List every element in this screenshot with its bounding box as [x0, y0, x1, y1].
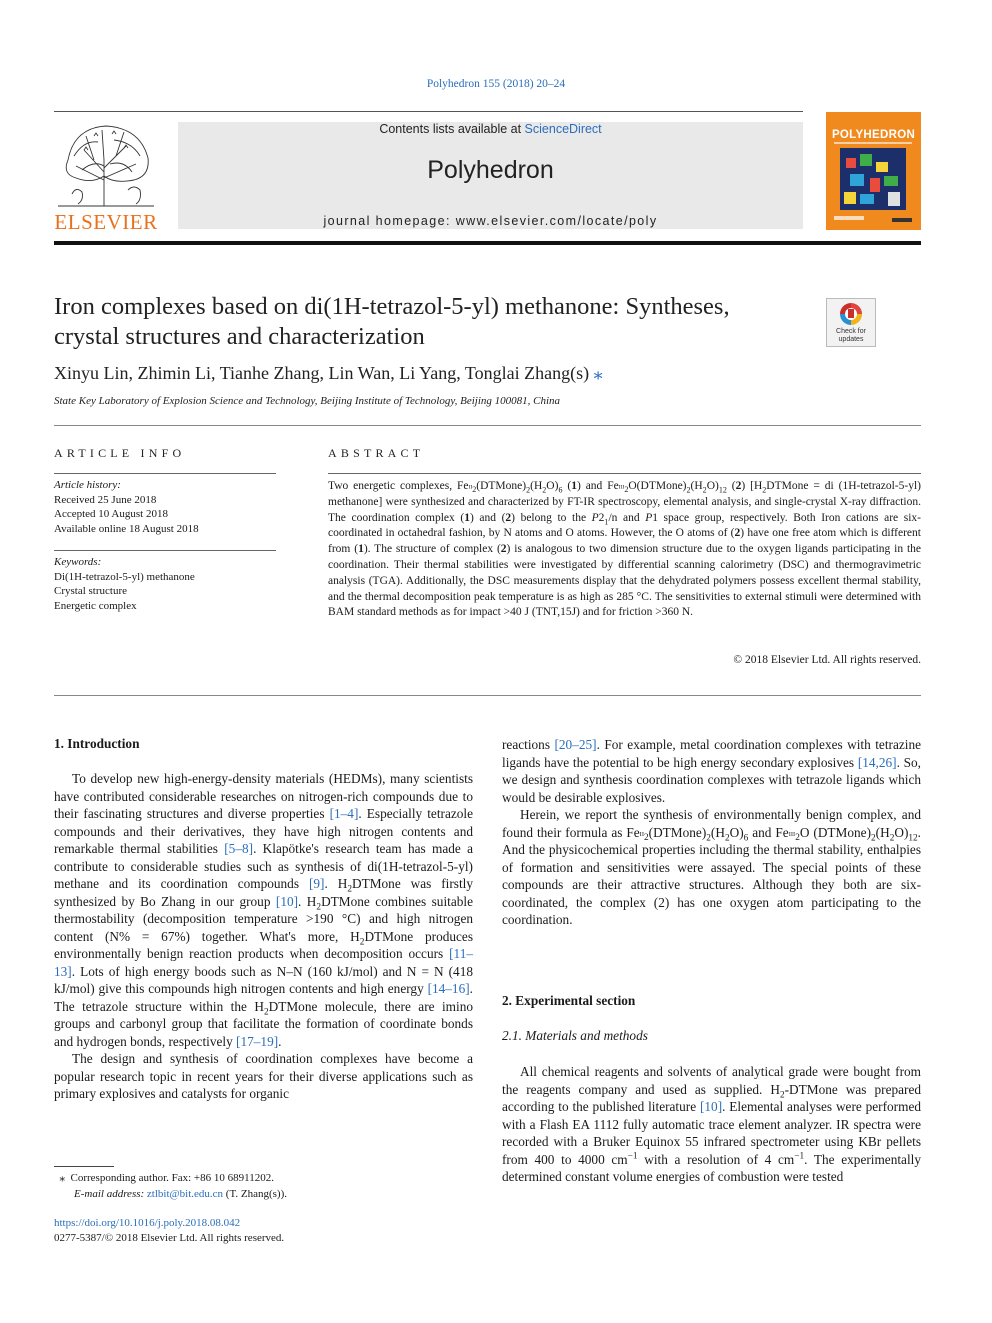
header-rule [54, 111, 803, 112]
author-list: Xinyu Lin, Zhimin Li, Tianhe Zhang, Lin Wan, Li Yang, Tonglai Zhang(s) ⁎ [54, 363, 603, 383]
experimental-heading: 2. Experimental section [502, 993, 636, 1008]
received-date: Received 25 June 2018 [54, 493, 157, 506]
issn-copyright: 0277-5387/© 2018 Elsevier Ltd. All rights reserved. [54, 1232, 285, 1244]
journal-citation[interactable]: Polyhedron 155 (2018) 20–24 [426, 78, 566, 90]
cover-artwork-icon [826, 112, 921, 230]
email-link[interactable]: ztlbit@bit.edu.cn [146, 1187, 224, 1200]
sciencedirect-link[interactable]: ScienceDirect [524, 122, 602, 136]
cover-title: POLYHEDRON [831, 129, 916, 141]
footnote-rule [54, 1166, 114, 1167]
abstract-rule [328, 473, 921, 474]
contents-line: Contents lists available at ScienceDirect [379, 122, 602, 136]
keywords-label: Keywords: [54, 556, 102, 568]
corresponding-author-mark[interactable]: ⁎ [593, 363, 603, 383]
keyword-item: Energetic complex [54, 599, 137, 612]
citation-link[interactable]: [14,26] [857, 754, 897, 770]
elsevier-wordmark: ELSEVIER [54, 210, 158, 234]
citation-link[interactable]: [14–16] [427, 981, 470, 996]
journal-masthead [178, 122, 803, 229]
check-updates-label: Check for updates [836, 328, 866, 343]
intro-paragraph-1: To develop new high-energy-density materials (HEDMs), many scientists have contributed considerable researches on nitrogen-rich compounds due to their fascinating structures and diverse properties [1–4]. Especially tetrazole compounds and their derivatives, they have high nitrogen contents and remarkable thermal stabilities [5–8]. Klapötke's research team has made a contribute to considerable studies such as synthesis of di(1H-tetrazol-5-yl) methane and its coordination compounds [9]. $H_2DTMone$ was firstly synthesized by Bo Zhang in our group [10]. $H_2DTMone$ combines suitable thermostability (decomposition temperature >190 °C) and high nitrogen content (N% = 67%) together. What's more, $H_2DTMone$ produces environmentally benign reaction products when decomposition occurs [11–13]. Lots of high energy boods such as N–N (160 kJ/mol) and N = N (418 kJ/mol) give this compounds high nitrogen contents and high energy [14–16]. The tetrazole structure within the $H_2DTMone$ molecule, there are imino groups and carbonyl group that facilitate the formation of coordinate bonds and hydrogen bonds, respectively [17–19]. [54, 771, 474, 1049]
citation-link[interactable]: [11–13] [54, 946, 473, 979]
header-thick-rule [54, 241, 921, 245]
affiliation: State Key Laboratory of Explosion Science and Technology, Beijing Institute of Technology, Beijing 100081, China [54, 395, 561, 407]
citation-link[interactable]: [5–8] [224, 841, 254, 856]
introduction-heading: 1. Introduction [54, 736, 140, 751]
citation-link[interactable]: [17–19] [236, 1033, 279, 1049]
body-right-column [502, 736, 921, 929]
homepage-link[interactable]: www.elsevier.com/locate/poly [455, 214, 658, 228]
keyword-item: Crystal structure [54, 585, 128, 598]
journal-homepage: journal homepage: www.elsevier.com/locate/poly [323, 214, 658, 228]
online-date: Available online 18 August 2018 [54, 522, 199, 535]
citation-link[interactable]: [10] [275, 893, 299, 909]
article-info-rule [54, 473, 276, 474]
corresponding-author-note: ⁎ Corresponding author. Fax: +86 10 68911202. [59, 1172, 274, 1184]
article-history [54, 478, 276, 536]
keyword-item: Di(1H-tetrazol-5-yl) methanone [54, 570, 195, 583]
article-info-heading: ARTICLE INFO [54, 446, 186, 460]
section-rule [54, 425, 921, 426]
citation-link[interactable]: [1–4] [329, 806, 359, 821]
abstract-heading: ABSTRACT [328, 446, 425, 460]
elsevier-tree-icon [54, 120, 158, 208]
citation-link[interactable]: [9] [308, 876, 325, 891]
citation-link[interactable]: [10] [699, 1099, 723, 1114]
section-rule [54, 695, 921, 696]
intro-paragraph-2: The design and synthesis of coordination complexes have become a popular research topic in recent years for their diverse applications such as primary explosives and catalysts for organic [54, 1051, 473, 1101]
doi-link[interactable]: https://doi.org/10.1016/j.poly.2018.08.042 [54, 1217, 241, 1229]
abstract-text: Two energetic complexes, $Fe_{^{II}2}(DTMone)_2(H_2O)_6$ (1) and $Fe_{^{III}2}O(DTMone)_2(H_2O)_{12}$ (2) [$H_2DTMone$ = di (1H-tetrazol-5-yl) methanone] were synthesized and characterized by FT-IR spectroscopy, elemental analysis, and single-crystal X-ray diffraction. The coordination complex (1) and (2) belong to the $P2_1/n$ and P1 space group, respectively. Both Iron cations are six-coordinated in octahedral fashion, by N atoms and O atoms. However, the O atoms of (2) have one free atom which is different from (1). The structure of complex (2) is analogous to two dimension structure due to the oxygen ligands participating in the coordination. Their thermal stabilities were investigated by differential scanning calorimetry (DSC) and thermogravimetric analysis (TGA). Additionally, the DSC measurements display that the dehydrated polymers possess excellent thermal stability, and the thermal decomposition peak temperature is as high as 285 °C. The sensitivities to external stimuli were determined with BAM standard methods as for impact >40 J (TNT,15J) and for friction >360 N. [328, 480, 921, 619]
history-label: Article history: [54, 479, 121, 491]
materials-methods-text [502, 1063, 921, 1186]
body-left-column [54, 770, 473, 1103]
journal-name: Polyhedron [427, 156, 554, 184]
abstract-copyright: © 2018 Elsevier Ltd. All rights reserved. [733, 654, 921, 666]
intro-paragraph-3: Herein, we report the synthesis of environmentally benign complex, and found their formula as $Fe_{^{II}2}(DTMone)_2(H_2O)_6$ and $Fe_{^{III}2}O$ $(DTMone)_2(H_2O)_{12}$. And the physicochemical properties including the thermal stability, enthalpies of formation and sensitivities were assayed. The special points of these compounds are their attractive structures. Although they both are six-coordinated, the complex (2) has one oxygen atom participating to the coordination. [502, 807, 921, 927]
check-updates-icon [827, 299, 875, 329]
article-title: Iron complexes based on di(1H-tetrazol-5-yl) methanone: Syntheses, crystal structures and characterization [54, 293, 730, 350]
journal-cover[interactable] [826, 112, 921, 230]
check-for-updates-button[interactable] [826, 298, 876, 347]
materials-methods-heading: 2.1. Materials and methods [502, 1028, 648, 1043]
elsevier-logo[interactable] [54, 120, 158, 232]
email-note: E-mail address: ztlbit@bit.edu.cn (T. Zhang(s)). [74, 1187, 287, 1200]
keywords-rule [54, 550, 276, 551]
footnote [54, 1171, 474, 1202]
accepted-date: Accepted 10 August 2018 [54, 508, 168, 521]
experimental-paragraph-1: All chemical reagents and solvents of analytical grade were bought from the reagents company and used as supplied. $H_2$-DTMone was prepared according to the published literature [10]. Elemental analyses were performed with a Flash EA 1112 fully automatic trace element analyzer. IR spectra were recorded with a Bruker Equinox 55 infrared spectrometer using KBr pellets from 400 to 4000 $cm^{-1}$ with a resolution of 4 $cm^{-1}$. The experimentally determined constant volume energies of combustion were tested [502, 1064, 922, 1184]
keywords-block [54, 555, 276, 613]
intro-paragraph-2-cont: reactions [20–25]. For example, metal coordination complexes with tetrazine ligands have the potential to be high energy secondary explosives [14,26]. So, we design and synthesis coordination complexes with tetrazole ligands which would be desirable explosives. [502, 737, 921, 805]
citation-link[interactable]: [20–25] [554, 737, 597, 752]
